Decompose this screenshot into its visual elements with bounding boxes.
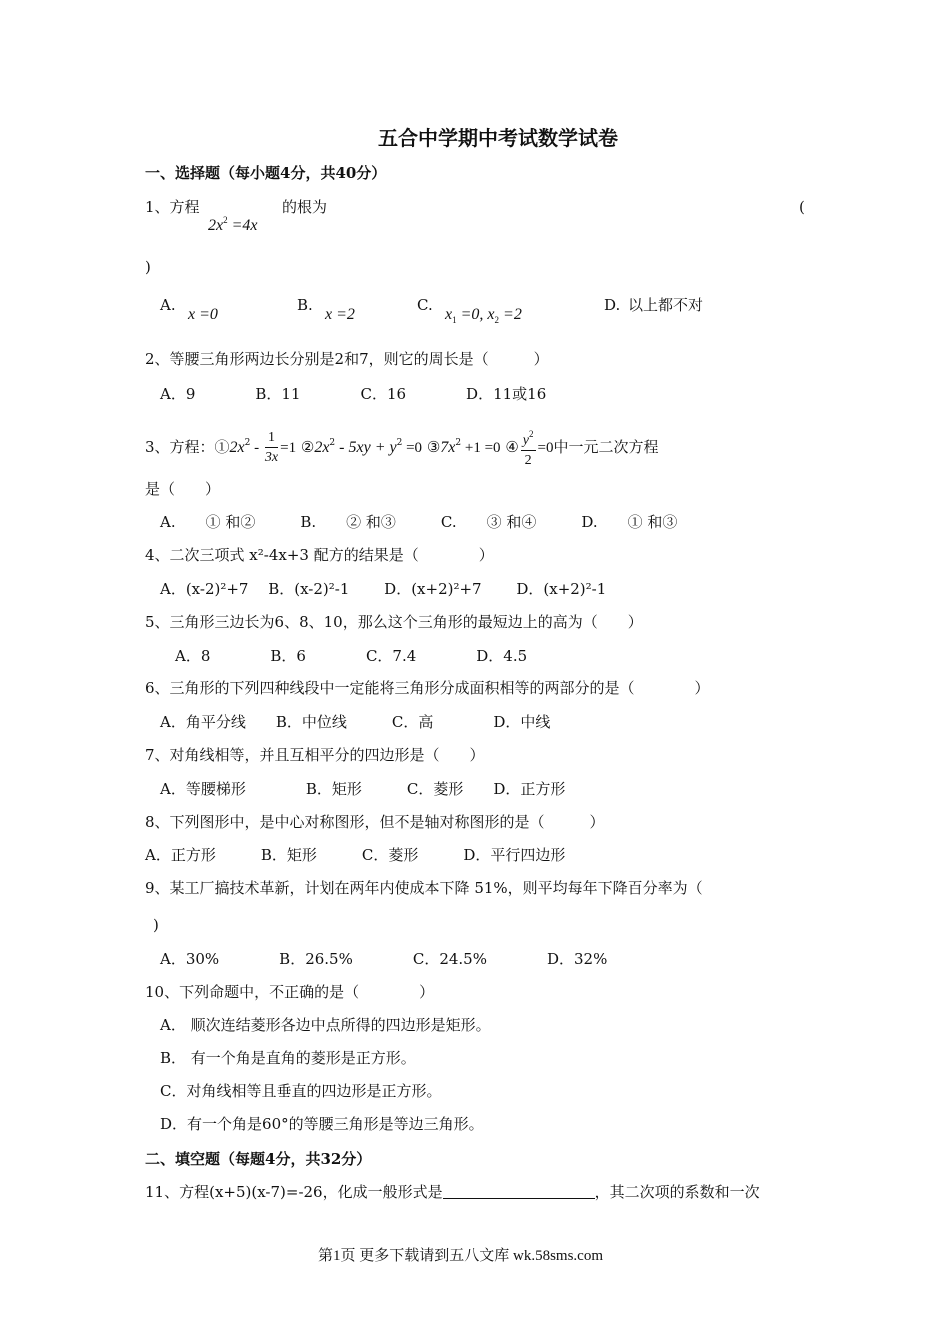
question-9: 9、某工厂搞技术革新，计划在两年内使成本下降 51%，则平均每年下降百分率为（: [145, 879, 703, 897]
q1-option-a-value: x =0: [188, 306, 218, 323]
question-4: 4、二次三项式 x²-4x+3 配方的结果是（ ）: [145, 546, 494, 564]
q11-answer-blank: [443, 1183, 595, 1199]
question-3: 3、方程：$①2x^2$ - $\frac{1}{3x}$ =1 $②2x^2 - 5xy + y^2 =0$ $③7x^2 +1 =0$ ④ $\frac{y^2}{2}$ =0中一元二次方程: [145, 420, 658, 466]
question-5: 5、三角形三边长为6、8、10，那么这个三角形的最短边上的高为（ ）: [145, 613, 643, 631]
q1-option-b-label: B.: [297, 296, 313, 314]
question-9-close: ): [153, 916, 159, 934]
page-footer: 第1页 更多下载请到五八文库 wk.58sms.com: [318, 1248, 604, 1264]
question-3-options: A. ① 和② B. ② 和③ C. ③ 和④ D. ① 和③: [160, 513, 678, 531]
question-9-options: A．30% B．26.5% C．24.5% D．32%: [160, 950, 608, 968]
question-5-options: A．8 B．6 C．7.4 D．4.5: [175, 647, 528, 665]
q1-option-c-value: $x_1 =0$, $x_2 =2$: [445, 306, 522, 325]
question-6-options: A．角平分线 B．中位线 C．高 D．中线: [160, 713, 551, 731]
question-4-options: A．(x-2)²+7 B．(x-2)²-1 D．(x+2)²+7 D．(x+2)²-1: [160, 580, 607, 598]
question-3-line-2: 是（ ）: [145, 480, 221, 498]
q1-equation: $2x^2 =4x$: [208, 215, 258, 234]
question-7-options: A．等腰梯形 B．矩形 C．菱形 D．正方形: [160, 780, 566, 798]
q1-option-a-label: A.: [160, 296, 176, 314]
q1-prefix: 1、方程: [145, 198, 200, 216]
section-2-heading: 二、填空题（每题4分，共32分）: [145, 1150, 372, 1168]
question-10-option-c: C．对角线相等且垂直的四边形是正方形。: [160, 1082, 442, 1100]
question-11: 11、方程(x+5)(x-7)=-26，化成一般形式是 ，其二次项的系数和一次: [145, 1183, 760, 1201]
question-10: 10、下列命题中，不正确的是（ ）: [145, 983, 435, 1001]
q3-fraction-1: $\frac{1}{3x}$: [264, 429, 279, 465]
q1-paren-close: ): [145, 258, 151, 276]
q1-option-d-label: D.: [604, 296, 621, 314]
question-2-options: A．9 B．11 C．16 D．11或16: [160, 385, 547, 403]
question-10-option-a: A． 顺次连结菱形各边中点所得的四边形是矩形。: [160, 1016, 491, 1034]
question-8-options: A．正方形 B．矩形 C．菱形 D．平行四边形: [145, 846, 566, 864]
q3-fraction-2: $\frac{y^2}{2}$: [521, 425, 536, 471]
question-8: 8、下列图形中，是中心对称图形，但不是轴对称图形的是（ ）: [145, 813, 605, 831]
q1-option-d-value: 以上都不对: [628, 296, 704, 314]
question-7: 7、对角线相等，并且互相平分的四边形是（ ）: [145, 746, 485, 764]
question-10-option-d: D．有一个角是60°的等腰三角形是等边三角形。: [160, 1115, 484, 1133]
q1-suffix: 的根为: [282, 198, 328, 216]
question-1: [145, 197, 200, 217]
page-title: 五合中学期中考试数学试卷: [378, 126, 618, 150]
q1-option-c-label: C.: [417, 296, 433, 314]
question-6: 6、三角形的下列四种线段中一定能将三角形分成面积相等的两部分的是（ ）: [145, 679, 710, 697]
question-2: 2、等腰三角形两边长分别是2和7，则它的周长是（ ）: [145, 350, 549, 368]
question-10-option-b: B． 有一个角是直角的菱形是正方形。: [160, 1049, 416, 1067]
q1-paren-open: (: [799, 198, 805, 216]
section-1-heading: 一、选择题（每小题4分，共40分）: [145, 164, 387, 182]
q1-option-b-value: x =2: [325, 306, 355, 323]
